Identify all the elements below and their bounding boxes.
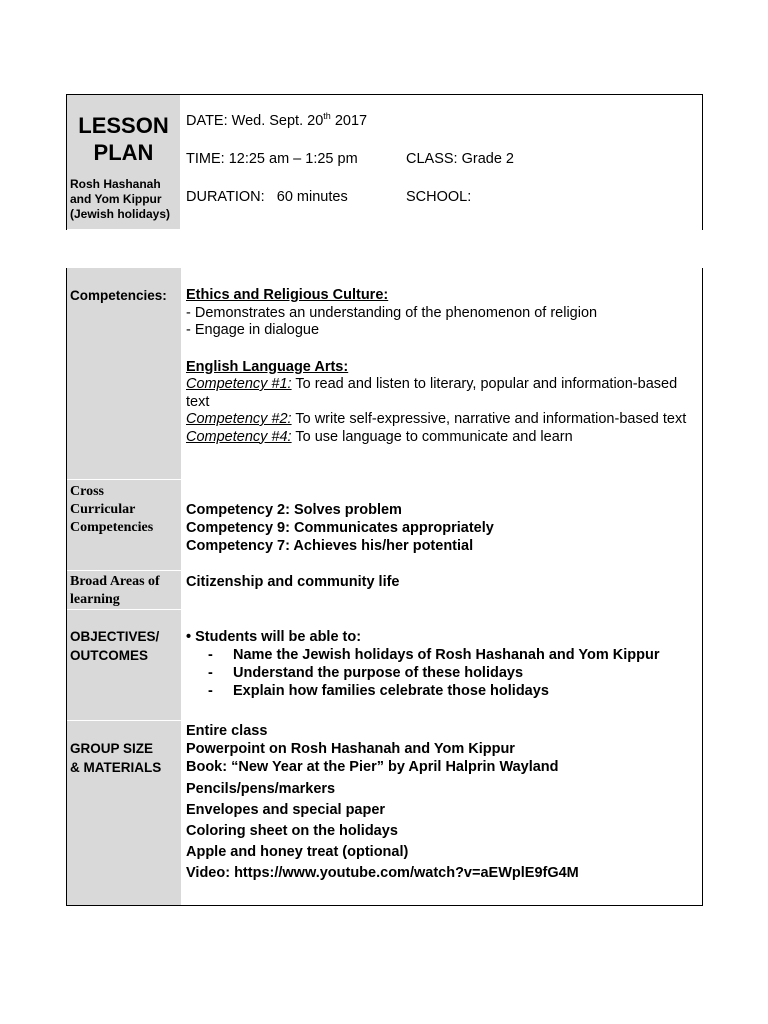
date-field (186, 111, 367, 129)
broad-areas-content (186, 573, 696, 591)
cross-competency-item: Competency 7: Achieves his/her potential (186, 538, 474, 554)
cross-competency-item: Competency 2: Solves problem (186, 502, 402, 518)
cross-curricular-label-line1: Cross (70, 484, 104, 499)
cross-curricular-label-cell (67, 480, 181, 570)
objective-item: - Name the Jewish holidays of Rosh Hashanah and Yom Kippur (208, 647, 660, 663)
date-year: 2017 (330, 112, 368, 129)
material-item: Book: “New Year at the Pier” by April Halprin Wayland (186, 759, 559, 775)
broad-areas-label-cell (67, 571, 181, 609)
competencies-label: Competencies: (70, 288, 167, 303)
material-item: Video: https://www.youtube.com/watch?v=aEWplE9fG4M (186, 865, 579, 881)
broad-areas-label-line2: learning (70, 592, 120, 607)
material-item: Coloring sheet on the holidays (186, 823, 398, 839)
class-field: CLASS: Grade 2 (406, 151, 514, 167)
objectives-intro: • Students will be able to: (186, 629, 362, 645)
lesson-plan-label-cell (67, 95, 180, 229)
subject-line2: and Yom Kippur (70, 192, 162, 206)
objectives-label-line2: OUTCOMES (70, 648, 149, 663)
objectives-content (186, 628, 696, 700)
date-ordinal: th (323, 111, 331, 121)
ela-item (186, 429, 696, 447)
materials-label-cell (67, 721, 181, 905)
objective-item: - Understand the purpose of these holidays (208, 665, 524, 681)
lesson-title-line1: LESSON (78, 113, 169, 138)
erc-heading: Ethics and Religious Culture: (186, 287, 389, 303)
cross-curricular-content (186, 501, 696, 555)
ela-text: To write self-expressive, narrative and information-based text (291, 411, 687, 427)
materials-label-line2: & MATERIALS (70, 760, 162, 775)
ela-item (186, 411, 696, 429)
cross-curricular-label-line3: Competencies (70, 520, 154, 535)
date-prefix: DATE: Wed. Sept. 20 (186, 112, 324, 129)
material-item: Pencils/pens/markers (186, 781, 336, 797)
ela-ref: Competency #2: (186, 411, 292, 427)
cross-competency-item: Competency 9: Communicates appropriately (186, 520, 494, 536)
materials-content (186, 722, 696, 884)
objectives-label-line1: OBJECTIVES/ (70, 629, 160, 644)
erc-item: - Demonstrates an understanding of the phenomenon of religion (186, 304, 598, 321)
objective-text: Understand the purpose of these holidays (233, 665, 524, 681)
objectives-label-cell (67, 610, 181, 720)
ela-ref: Competency #1: (186, 376, 292, 392)
time-field: TIME: 12:25 am – 1:25 pm (186, 151, 358, 167)
duration-field: DURATION: 60 minutes (186, 189, 348, 205)
material-item: Envelopes and special paper (186, 802, 386, 818)
header-border-right (702, 94, 703, 230)
objective-text: Name the Jewish holidays of Rosh Hashanah and Yom Kippur (233, 647, 660, 663)
school-field: SCHOOL: (406, 189, 472, 205)
ela-ref: Competency #4: (186, 428, 292, 445)
material-item: Apple and honey treat (optional) (186, 844, 409, 860)
material-item: Powerpoint on Rosh Hashanah and Yom Kippur (186, 741, 515, 757)
main-border-right (702, 268, 703, 906)
erc-item: - Engage in dialogue (186, 322, 320, 338)
subject-line1: Rosh Hashanah (70, 177, 161, 191)
objective-item: - Explain how families celebrate those holidays (208, 683, 549, 699)
material-item: Entire class (186, 723, 268, 739)
ela-heading: English Language Arts: (186, 358, 349, 375)
broad-areas-label-line1: Broad Areas of (70, 574, 160, 589)
cross-curricular-label-line2: Curricular (70, 502, 136, 517)
main-border-bottom (66, 905, 703, 906)
competencies-content (186, 287, 696, 446)
materials-label-line1: GROUP SIZE (70, 741, 154, 756)
competencies-label-cell (67, 268, 181, 479)
broad-areas-value: Citizenship and community life (186, 574, 400, 590)
objective-text: Explain how families celebrate those holidays (233, 683, 549, 699)
lesson-title-line2: PLAN (93, 140, 154, 165)
ela-text: To use language to communicate and learn (291, 428, 573, 445)
ela-item (186, 376, 696, 411)
ela-text: To read and listen to literary, popular and information-based text (186, 376, 678, 410)
subject-line3: (Jewish holidays) (70, 207, 171, 221)
